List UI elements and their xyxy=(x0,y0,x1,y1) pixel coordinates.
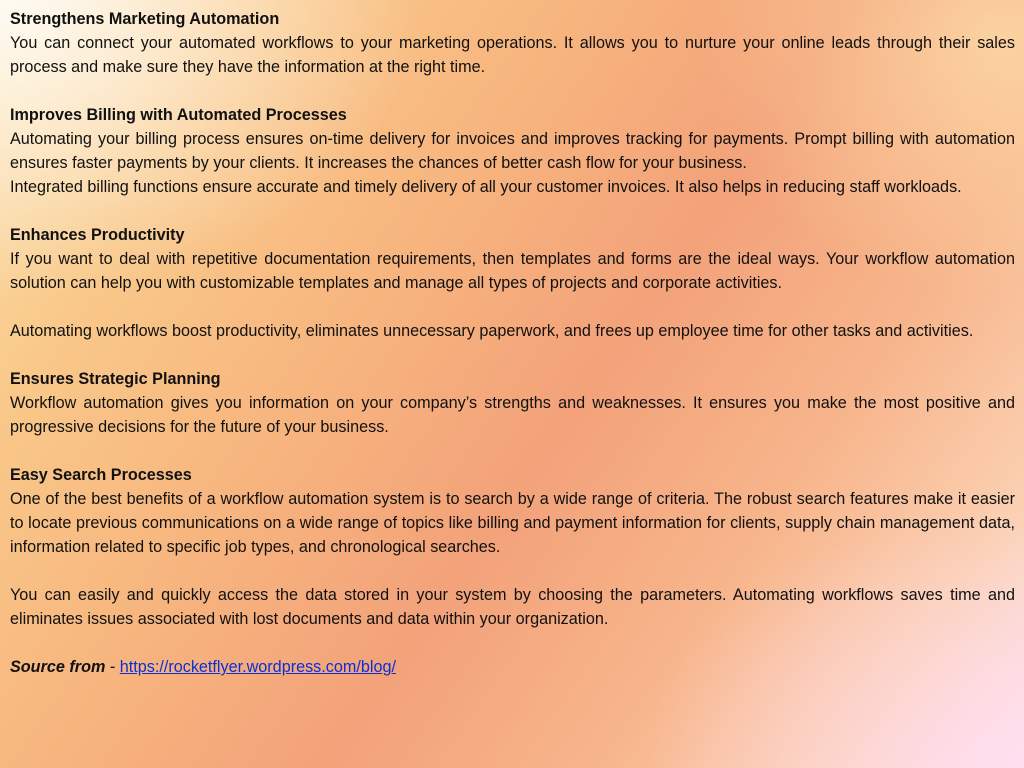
section-paragraph: You can easily and quickly access the data stored in your system by choosing the parameters. Automating workflows saves time and eliminates issues associated with lost documents and data within your organization. xyxy=(10,586,1015,628)
slide-content xyxy=(10,7,1015,679)
section-billing xyxy=(10,103,1015,199)
spacer xyxy=(10,79,1015,103)
source-separator: - xyxy=(105,658,120,676)
spacer xyxy=(10,559,1015,583)
spacer xyxy=(10,631,1015,655)
section-paragraph: Integrated billing functions ensure accurate and timely delivery of all your customer invoices. It also helps in reducing staff workloads. xyxy=(10,178,962,196)
section-paragraph: Automating workflows boost productivity, eliminates unnecessary paperwork, and frees up employee time for other tasks and activities. xyxy=(10,322,974,340)
spacer xyxy=(10,439,1015,463)
section-easy-search xyxy=(10,463,1015,559)
section-productivity-summary xyxy=(10,319,1015,343)
section-heading: Easy Search Processes xyxy=(10,466,192,484)
source-label: Source from xyxy=(10,658,106,676)
section-paragraph: Workflow automation gives you information on your company’s strengths and weaknesses. It ensures you make the most positive and progressive decisions for the future of your business. xyxy=(10,394,1015,436)
section-paragraph: Automating your billing process ensures on-time delivery for invoices and improves tracking for payments. Prompt billing with automation ensures faster payments by your clients. It increases the chances of better cash flow for your business. xyxy=(10,130,1015,172)
source-link[interactable]: https://rocketflyer.wordpress.com/blog/ xyxy=(119,658,396,676)
section-productivity xyxy=(10,223,1015,295)
source-line xyxy=(10,655,1015,679)
section-heading: Strengthens Marketing Automation xyxy=(10,10,280,28)
section-heading: Ensures Strategic Planning xyxy=(10,370,221,388)
section-heading: Improves Billing with Automated Processes xyxy=(10,106,347,124)
spacer xyxy=(10,199,1015,223)
spacer xyxy=(10,295,1015,319)
section-search-summary xyxy=(10,583,1015,631)
spacer xyxy=(10,343,1015,367)
section-heading: Enhances Productivity xyxy=(10,226,185,244)
section-marketing-automation xyxy=(10,7,1015,79)
section-paragraph: You can connect your automated workflows to your marketing operations. It allows you to nurture your online leads through their sales process and make sure they have the information at the right time. xyxy=(10,34,1015,76)
section-strategic-planning xyxy=(10,367,1015,439)
section-paragraph: If you want to deal with repetitive documentation requirements, then templates and forms are the ideal ways. Your workflow automation solution can help you with customizable templates and manage all types of projects and corporate activities. xyxy=(10,250,1015,292)
section-paragraph: One of the best benefits of a workflow automation system is to search by a wide range of criteria. The robust search features make it easier to locate previous communications on a wide range of topics like billing and payment information for clients, supply chain management data, information related to specific job types, and chronological searches. xyxy=(10,490,1015,556)
